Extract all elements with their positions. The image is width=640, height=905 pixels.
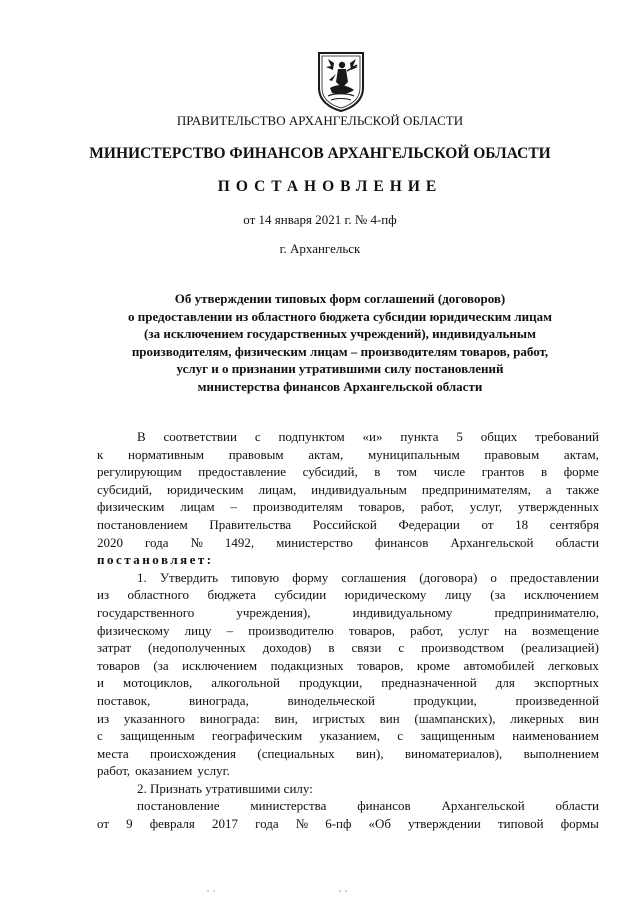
body-line: [97, 569, 599, 587]
word: постановлением: [97, 516, 188, 532]
word: предназначенной: [381, 675, 477, 691]
word: бюджета: [207, 587, 256, 603]
word: оказанием: [135, 763, 193, 779]
arkhangelsk-coat-of-arms-icon: [316, 50, 366, 112]
word: исключением: [182, 657, 258, 673]
word: регулирующим: [97, 464, 182, 480]
body-line: [97, 639, 599, 657]
document-type: ПОСТАНОВЛЕНИЕ: [217, 178, 443, 195]
word: грантов: [481, 464, 525, 480]
word: (специальных: [257, 745, 335, 761]
word: выполнением: [523, 745, 599, 761]
word: лицам,: [258, 481, 297, 497]
word: (договора): [419, 569, 478, 585]
word: учреждения),: [236, 604, 311, 620]
word: товаров,: [348, 622, 396, 638]
word: вин,: [274, 710, 298, 726]
word: производителям: [252, 499, 343, 515]
word: к: [97, 446, 104, 462]
body-line: [97, 481, 599, 499]
word: 2020: [97, 534, 123, 550]
word: 2017: [211, 816, 238, 832]
word: предпринимателю,: [494, 604, 599, 620]
body-line: [97, 815, 599, 833]
word: (шампанских),: [414, 710, 496, 726]
word: и: [97, 675, 104, 691]
word: соответствии: [163, 429, 237, 444]
word: кроме: [416, 657, 450, 673]
body-line: [97, 428, 599, 446]
word: вин: [379, 710, 400, 726]
word: для: [495, 675, 515, 691]
title-line: производителям, физическим лицам – производителям товаров, работ,: [131, 343, 549, 359]
word: субсидий,: [97, 481, 153, 497]
word: февраля: [149, 816, 195, 832]
word: в: [374, 464, 381, 480]
word: правовым: [228, 446, 284, 462]
body-line: [97, 797, 599, 815]
body-line: [97, 586, 599, 604]
word: финансов: [357, 798, 411, 814]
word: муниципальным: [367, 446, 460, 462]
word: с: [254, 429, 261, 444]
word: индивидуальному: [352, 604, 453, 620]
word: №: [295, 816, 309, 832]
word: том: [397, 464, 418, 480]
word: мотоциклов,: [123, 675, 193, 691]
word: из: [97, 587, 110, 603]
word: работ,: [97, 763, 131, 779]
word: на: [504, 622, 517, 638]
title-line: услуг и о признании утратившими силу постановлений: [176, 361, 504, 377]
word: поставок,: [97, 692, 151, 708]
word: постановление: [137, 798, 220, 814]
word: лицу: [184, 622, 212, 638]
word: Архангельской: [450, 534, 534, 550]
body-line: [97, 780, 599, 798]
word: работ,: [420, 499, 454, 515]
body-line: [97, 745, 599, 763]
word: утверждении: [408, 816, 481, 832]
word: защищенным: [420, 728, 495, 744]
word: пункта: [400, 429, 439, 444]
word: наименованием: [512, 728, 599, 744]
word: вин),: [355, 745, 384, 761]
item-2-text: 2. Признать утратившими силу:: [137, 780, 313, 796]
word: виноматериалов),: [404, 745, 503, 761]
word: 1.: [137, 569, 147, 585]
word: с: [398, 640, 405, 656]
word: субсидии: [274, 587, 327, 603]
body-line: [97, 727, 599, 745]
body-line: [97, 762, 599, 780]
body-line: [97, 604, 599, 622]
word: «Об: [368, 816, 392, 832]
title-line: Об утверждении типовых форм соглашений (договоров): [174, 291, 506, 306]
body-line: [97, 622, 599, 640]
word: лицу: [444, 587, 472, 603]
word: продукции,: [413, 692, 477, 708]
word: Федерации: [398, 516, 460, 532]
word: –: [230, 499, 237, 515]
word: вин: [578, 710, 599, 726]
title-line: (за исключением государственных учреждений), индивидуальным: [144, 326, 536, 342]
word: (за: [490, 587, 506, 603]
word: В: [137, 429, 146, 444]
word: указанием,: [319, 728, 380, 744]
word: министерства: [250, 798, 327, 814]
word: игристых: [312, 710, 365, 726]
word: товаров,: [358, 499, 405, 515]
word: предоставление: [198, 464, 287, 480]
word: 18: [515, 516, 529, 532]
word: актам,: [563, 446, 599, 462]
word: работ,: [410, 622, 444, 638]
body-line: [97, 657, 599, 675]
word: формы: [560, 816, 599, 832]
word: предпринимателям,: [421, 481, 531, 497]
body-line: [97, 710, 599, 728]
word: подпунктом: [278, 429, 345, 444]
word: типовую: [231, 569, 280, 585]
word: финансов: [374, 534, 429, 550]
word: с: [397, 728, 404, 744]
word: правовым: [484, 446, 540, 462]
word: №: [190, 534, 203, 550]
decrees-word: постановляет:: [97, 552, 214, 568]
word: алкогольной: [211, 675, 280, 691]
document-title: [80, 290, 600, 396]
word: связи: [351, 640, 382, 656]
body-line: [97, 446, 599, 464]
word: указанного: [123, 710, 185, 726]
word: года: [255, 816, 279, 832]
word: легковых: [547, 657, 599, 673]
word: из: [97, 710, 110, 726]
word: требований: [535, 429, 599, 444]
word: года: [144, 534, 169, 550]
word: Правительства: [209, 516, 292, 532]
word: (за: [153, 657, 169, 673]
word: соглашения: [341, 569, 407, 585]
word: области: [555, 798, 599, 814]
word: утвержденных: [517, 499, 599, 515]
word: областного: [127, 587, 190, 603]
word: субсидий,: [302, 464, 358, 480]
word: с: [97, 728, 103, 744]
word: производством: [421, 640, 504, 656]
word: государственного: [97, 604, 195, 620]
word: юридическому: [344, 587, 427, 603]
word: места: [97, 745, 129, 761]
word: «и»: [362, 429, 383, 444]
word: (реализацией): [520, 640, 599, 656]
word: предоставлении: [509, 569, 599, 585]
word: в: [328, 640, 335, 656]
word: в: [541, 464, 548, 480]
word: также: [566, 481, 599, 497]
word: географическим: [211, 728, 303, 744]
word: затрат: [97, 640, 132, 656]
word: числе: [433, 464, 466, 480]
word: юридическим: [166, 481, 244, 497]
word: форме: [563, 464, 599, 480]
word: доходов): [262, 640, 312, 656]
word: (недополученных: [148, 640, 246, 656]
word: индивидуальным: [311, 481, 407, 497]
word: от: [97, 816, 110, 832]
word: общих: [480, 429, 518, 444]
word: экспортных: [533, 675, 599, 691]
word: услуг: [458, 622, 490, 638]
body-line: [97, 692, 599, 710]
ministry-name: МИНИСТЕРСТВО ФИНАНСОВ АРХАНГЕЛЬСКОЙ ОБЛАСТИ: [89, 145, 551, 162]
body-line: [97, 516, 599, 534]
word: подакцизных: [270, 657, 344, 673]
word: винодельческой: [287, 692, 375, 708]
word: Утвердить: [159, 569, 219, 585]
word: товаров: [97, 657, 140, 673]
word: актам,: [308, 446, 344, 462]
date-and-number: от 14 января 2021 г. № 4-пф: [243, 212, 397, 227]
decrees-line: [97, 551, 599, 569]
word: происхождения: [150, 745, 237, 761]
word: физическому: [97, 622, 170, 638]
word: лицам: [180, 499, 215, 515]
body-line: [97, 534, 599, 552]
government-name: ПРАВИТЕЛЬСТВО АРХАНГЕЛЬСКОЙ ОБЛАСТИ: [176, 113, 464, 128]
word: услуг.: [197, 763, 230, 779]
word: товаров,: [357, 657, 404, 673]
word: Российской: [312, 516, 377, 532]
word: произведенной: [515, 692, 599, 708]
scan-artifact: [200, 888, 440, 894]
word: –: [226, 622, 234, 638]
word: ликерных: [510, 710, 565, 726]
title-line: о предоставлении из областного бюджета субсидии юридическим лицам: [127, 308, 553, 324]
title-line: министерства финансов Архангельской области: [197, 378, 483, 394]
word: нормативным: [128, 446, 205, 462]
word: министерство: [276, 534, 353, 550]
word: винограда:: [199, 710, 260, 726]
word: физическим: [97, 499, 165, 515]
word: защищенным: [120, 728, 195, 744]
city: г. Архангельск: [279, 241, 361, 256]
word: продукции,: [299, 675, 363, 691]
word: 9: [126, 816, 133, 832]
word: а: [545, 481, 552, 497]
word: о: [490, 569, 497, 585]
body-line: [97, 463, 599, 481]
word: форму: [292, 569, 329, 585]
word: сентября: [549, 516, 599, 532]
word: 5: [456, 429, 463, 444]
word: типовой: [497, 816, 544, 832]
word: Архангельской: [441, 798, 525, 814]
word: винограда,: [188, 692, 249, 708]
document-body: [97, 428, 599, 833]
word: услуг,: [469, 499, 503, 515]
word: возмещение: [532, 622, 599, 638]
word: от: [481, 516, 494, 532]
word: производителю: [248, 622, 334, 638]
body-line: [97, 674, 599, 692]
body-line: [97, 498, 599, 516]
word: исключением: [523, 587, 599, 603]
word: автомобилей: [463, 657, 535, 673]
word: области: [555, 534, 599, 550]
word: 6-пф: [325, 816, 352, 832]
word: 1492,: [224, 534, 255, 550]
